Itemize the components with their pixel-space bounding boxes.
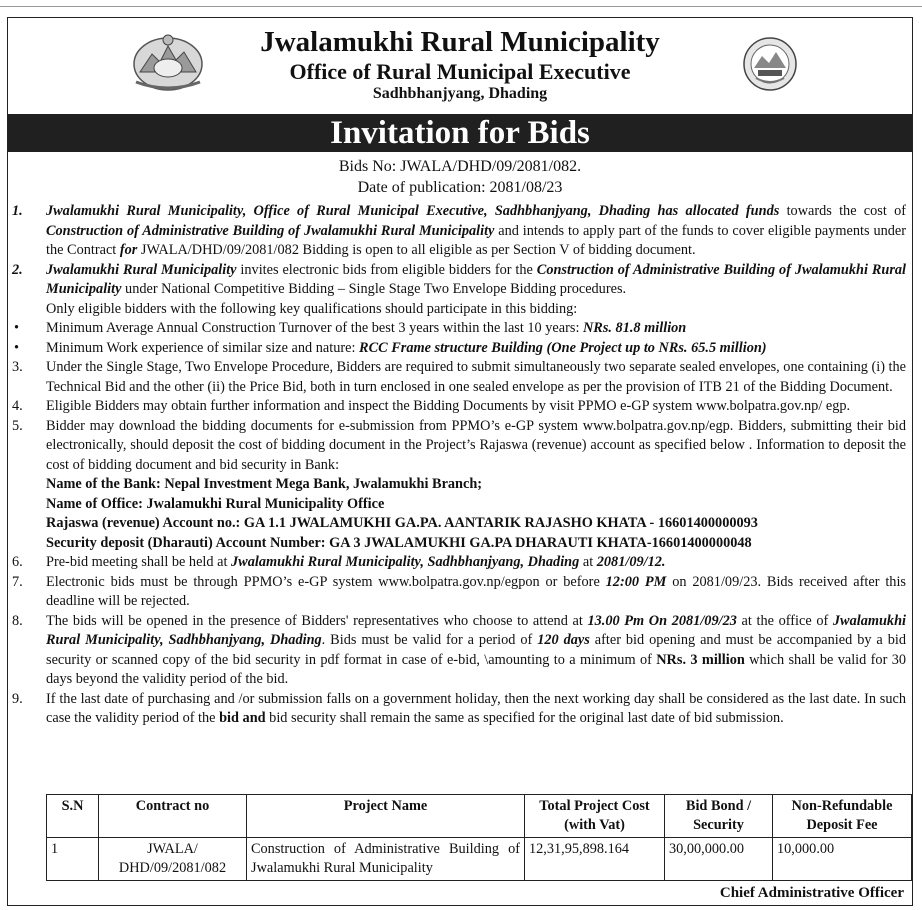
clause-4: 4. Eligible Bidders may obtain further information and inspect the Bidding Documents by visit PPMO e-GP system www.bolpatra.gov.np/ egp. — [8, 397, 912, 417]
clause-7: 7. Electronic bids must be through PPMO’s e-GP system www.bolpatra.gov.np/egpon or before 12:00 PM on 2081/09/23. Bids received after this deadline will be rejected. — [12, 573, 906, 609]
clause-1: 1. Jwalamukhi Rural Municipality, Office of Rural Municipal Executive, Sadhbhanjyang, Dhading has allocated funds towards the cost of Construction of Administrative Building of Jwalamukhi Rural Municipality and intends to apply part of the funds to cover eligible payments under the Contract for JWALA/DHD/09/2081/082 Bidding is open to all eligible as per Section V of bidding document. — [12, 203, 907, 258]
col-header: Project Name — [247, 795, 525, 838]
qualification-intro: Only eligible bidders with the following key qualifications should participate in this bidding: — [46, 300, 578, 317]
cell-contract-no: JWALA/ DHD/09/2081/082 — [99, 838, 247, 881]
contract-table — [46, 794, 912, 881]
bid-number: Bids No: JWALA/DHD/09/2081/082. — [338, 158, 582, 175]
cell-deposit-fee: 10,000.00 — [773, 838, 912, 881]
col-header: Contract no — [99, 795, 247, 838]
clause-number: 5. — [12, 417, 23, 434]
table-header-row — [47, 795, 912, 838]
security-account: Security deposit (Dharauti) Account Number: GA 3 JWALAMUKHI GA.PA DHARAUTI KHATA-16601400000048 — [46, 534, 752, 551]
clause-number: 3. — [12, 359, 23, 375]
publication-date: Date of publication: 2081/08/23 — [357, 179, 563, 196]
clause-6: 6. Pre-bid meeting shall be held at Jwalamukhi Rural Municipality, Sadhbhanjyang, Dhading at 2081/09/12. — [8, 553, 912, 573]
office-name: Office of Rural Municipal Executive — [289, 59, 631, 84]
office-location: Sadhbhanjyang, Dhading — [372, 85, 548, 102]
table-row — [47, 838, 912, 881]
cell-bid-bond: 30,00,000.00 — [665, 838, 773, 881]
clause-number: 9. — [12, 690, 23, 707]
col-header: Total Project Cost (with Vat) — [525, 795, 665, 838]
clause-number: 7. — [12, 573, 23, 590]
signatory: Chief Administrative Officer — [719, 885, 904, 901]
cell-project-name: Construction of Administrative Building of Jwalamukhi Rural Municipality — [247, 838, 525, 881]
cell-sn: 1 — [47, 838, 99, 881]
bullet-icon: • — [14, 320, 20, 336]
clause-9: 9. If the last date of purchasing and /or submission falls on a government holiday, then the next working day shall be considered as the last date. In such case the validity period of the bid and bid security shall remain the same as specified for the original last date of bid submission. — [12, 690, 906, 726]
clause-number: 1. — [12, 203, 23, 219]
clause-3: 3. Under the Single Stage, Two Envelope Procedure, Bidders are required to submit simultaneously two separate sealed envelopes, one containing (i) the Technical Bid and the other (ii) the Price Bid, both in turn enclosed in one sealed envelope as per the provision of ITB 21 of the Bidding Document. — [12, 359, 906, 395]
letterhead — [8, 26, 912, 104]
clause-8: 8. The bids will be opened in the presence of Bidders' representatives who choose to attend at 13.00 Pm On 2081/09/23 at the office of Jwalamukhi Rural Municipality, Sadhbhanjyang, Dhading. Bids must be valid for a period of 120 days after bid opening and must be accompanied by a bid security or scanned copy of the bid security in pdf format in case of e-bid, \amounting to a minimum of NRs. 3 million which shall be valid for 30 days beyond the validity period of the bid. — [12, 612, 907, 687]
col-header: Non-Refundable Deposit Fee — [773, 795, 912, 838]
col-header: Bid Bond / Security — [665, 795, 773, 838]
bullet-turnover: • Minimum Average Annual Construction Turnover of the best 3 years within the last 10 years: NRs. 81.8 million — [8, 319, 912, 339]
clause-number: 6. — [12, 554, 23, 570]
clause-5: 5. Bidder may download the bidding documents for e-submission from PPMO’s e-GP system www.bolpatra.gov.np/egp. Bidders, submitting their bid electronically, should deposit the cost of bidding document in the Project’s Rajaswa (revenue) account as specified below . Information to deposit the cost of bidding document and bid security in Bank: Name of the Bank: Nepal Investment Mega Bank, Jwalamukhi Branch; Name of Office: Jwalamukhi Rural Municipality Office Rajaswa (revenue) Account no.: GA 1.1 JWALAMUKHI GA.PA. AANTARIK RAJASHO KHATA - 16601400000093 Security deposit (Dharauti) Account Number: GA 3 JWALAMUKHI GA.PA DHARAUTI KHATA-16601400000048 — [8, 417, 912, 554]
bullet-icon: • — [14, 339, 20, 356]
clause-number: 8. — [12, 612, 23, 629]
notice-title: Invitation for Bids — [8, 114, 912, 152]
clause-number: 2. — [12, 261, 23, 278]
bullet-experience: • Minimum Work experience of similar size and nature: RCC Frame structure Building (One Project up to NRs. 65.5 million) — [8, 339, 912, 359]
bank-name: Name of the Bank: Nepal Investment Mega Bank, Jwalamukhi Branch; — [46, 476, 483, 492]
cell-total-cost: 12,31,95,898.164 — [525, 838, 665, 881]
notice-body — [8, 202, 912, 729]
top-rule — [0, 6, 922, 7]
org-name: Jwalamukhi Rural Municipality — [260, 26, 660, 58]
notice-frame — [7, 17, 913, 906]
clause-number: 4. — [12, 398, 23, 414]
office-account-name: Name of Office: Jwalamukhi Rural Municipality Office — [46, 495, 385, 512]
clause-2: 2. Jwalamukhi Rural Municipality invites electronic bids from eligible bidders for the Construction of Administrative Building of Jwalamukhi Rural Municipality under National Competitive Bidding – Single Stage Two Envelope Bidding procedures. — [12, 261, 907, 297]
revenue-account: Rajaswa (revenue) Account no.: GA 1.1 JWALAMUKHI GA.PA. AANTARIK RAJASHO KHATA - 16601400000093 — [46, 515, 758, 531]
col-header: S.N — [47, 795, 99, 838]
